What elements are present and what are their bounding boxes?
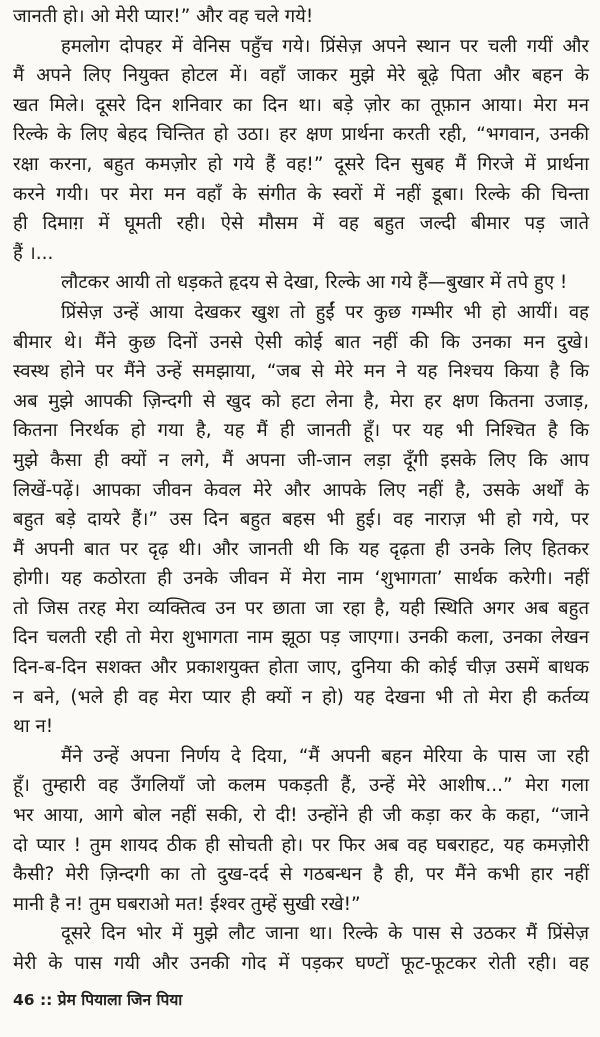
text-line: ही दिमाग़ में घूमती रही। ऐसे मौसम में वह बहुत जल्दी बीमार पड़ जाते [13, 213, 589, 235]
text-line: होगी। यह कठोरता ही उनके जीवन में मेरा नाम ‘शुभागता’ सार्थक करेगी। नहीं [13, 568, 589, 590]
text-line: तो जिस तरह मेरा व्यक्तित्व उन पर छाता जा रहा है, यही स्थिति अगर अब बहुत [13, 597, 589, 619]
text-line: भर आया, आगे बोल नहीं सकी, रो दी! उन्होंने ही जी कड़ा कर के कहा, “जाने [13, 805, 590, 827]
text-line: दिन चलती रही तो मेरा शुभागता नाम झूठा पड़ जाएगा। उनकी कला, उनका लेखन [13, 627, 589, 649]
text-line: दो प्यार ! तुम शायद ठीक ही सोचती हो। पर फिर अब वह घबराहट, यह कमज़ोरी [13, 834, 589, 856]
text-line: रिल्के के लिए बेहद चिन्तित हो उठा। हर क्षण प्रार्थना करती रही, “भगवान, उनकी [13, 124, 589, 146]
text-line: हैं ।... [13, 242, 54, 264]
text-line: मानी है न! तुम घबराओ मत! ईश्वर तुम्हें सुखी रखे!” [13, 893, 361, 915]
text-line: रक्षा करना, बहुत कमज़ोर हो गये हैं वह!” दूसरे दिन सुबह मैं गिरजे में प्रार्थना [13, 153, 589, 175]
text-line: खत मिले। दूसरे दिन शनिवार का दिन था। बड़े ज़ोर का तूफ़ान आया। मेरा मन [13, 94, 589, 116]
text-line: स्वस्थ होने पर मैंने उन्हें समझाया, “जब से मेरे मन ने यह निश्चय किया है कि [13, 361, 589, 383]
text-line: मुझे कैसा ही क्यों न लगे, मैं अपना जी-जान लड़ा दूँगी इसके लिए कि आप [13, 449, 589, 471]
text-line: बहुत बड़े दायरे हैं।” उस दिन बहुत बहस भी हुई। वह नाराज़ भी हो गये, पर [13, 509, 589, 531]
text-line: हमलोग दोपहर में वेनिस पहुँच गये। प्रिंसेज़ अपने स्थान पर चली गयीं और [61, 35, 589, 57]
text-line: प्रिंसेज़ उन्हें आया देखकर खुश तो हुईं पर कुछ गम्भीर भी हो आयीं। वह [61, 301, 589, 323]
book-page-body [13, 2, 589, 979]
text-line: दिन-ब-दिन सशक्त और प्रकाशयुक्त होता जाए, दुनिया की कोई चीज़ उसमें बाधक [13, 657, 589, 679]
text-line: हूँ। तुम्हारी वह उँगलियाँ जो कलम पकड़ती हैं, उन्हें मेरे आशीष...” मेरा गला [13, 775, 589, 797]
text-line: मैं अपने लिए नियुक्त होटल में। वहाँ जाकर मुझे मेरे बूढ़े पिता और बहन के [13, 65, 589, 87]
text-line: कितना निरर्थक हो गया है, यह मैं ही जानती हूँ। पर यह भी निश्चित है कि [13, 420, 589, 442]
text-line: अब मुझे आपकी ज़िन्दगी से खुद को हटा लेना है, मेरा हर क्षण कितना उजाड़, [13, 390, 589, 412]
text-line: लौटकर आयी तो धड़कते हृदय से देखा, रिल्के आ गये हैं—बुखार में तपे हुए ! [61, 272, 568, 294]
text-line: लिखें-पढ़ें। आपका जीवन केवल मेरे और आपके लिए नहीं है, उसके अर्थों के [13, 479, 589, 501]
text-line: मैं अपनी बात पर दृढ़ थी। और जानती थी कि यह दृढ़ता ही उनके लिए हितकर [13, 538, 589, 560]
page-footer: 46 :: प्रेम पियाला जिन पिया [13, 991, 183, 1009]
text-line: मेरी के पास गयी और उनकी गोद में पड़कर घण्टों फूट-फूटकर रोती रही। वह [13, 953, 589, 974]
text-line: कैसी? मेरी ज़िन्दगी का तो दुख-दर्द से गठबन्धन है ही, पर मैंने कभी हार नहीं [13, 864, 589, 886]
text-line: था न! [13, 716, 54, 738]
text-line: जानती हो। ओ मेरी प्यार!” और वह चले गये! [13, 6, 314, 27]
text-line: दूसरे दिन भोर में मुझे लौट जाना था। रिल्के के पास से उठकर मैं प्रिंसेज़ [61, 923, 589, 945]
text-line: करने गयी। पर मेरा मन वहाँ के संगीत के स्वरों में नहीं डूबा। रिल्के की चिन्ता [13, 183, 589, 205]
text-line: मैंने उन्हें अपना निर्णय दे दिया, “मैं अपनी बहन मेरिया के पास जा रही [61, 745, 589, 767]
text-line: बीमार थे। मैंने कुछ दिनों उनसे ऐसी कोई बात नहीं की कि उनका मन दुखे। [13, 331, 589, 353]
text-line: न बने, (भले ही वह मेरा प्यार ही क्यों न हो) यह देखना भी तो मेरा ही कर्तव्य [13, 686, 589, 708]
